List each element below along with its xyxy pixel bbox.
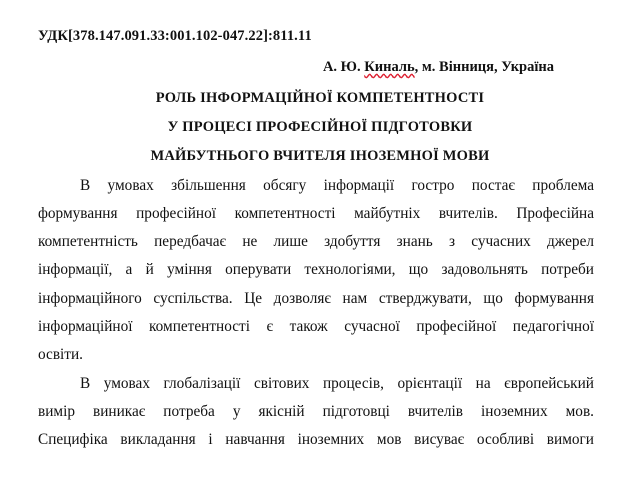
paragraph-line: компетентність передбачає не лише здобуття знань з сучасних джерел [38,233,594,250]
title-line-1: РОЛЬ ІНФОРМАЦІЙНОЇ КОМПЕТЕНТНОСТІ [155,90,485,106]
author-surname: Киналь [364,59,415,75]
author-initials: А. Ю. [322,59,365,75]
title-line-3: МАЙБУТНЬОГО ВЧИТЕЛЯ ІНОЗЕМНОЇ МОВИ [150,148,490,164]
udc-code: УДК[378.147.091.33:001.102-047.22]:811.11 [38,28,312,44]
paragraph-line: В умовах збільшення обсягу інформації гостро постає проблема [80,177,594,194]
paragraph-line: формування професійної компетентності майбутніх вчителів. Професійна [38,205,594,222]
author-line [323,59,554,76]
paragraph-line: інформації, а й уміння оперувати технологіями, що задовольнять потреби [38,261,594,278]
paragraph-line: інформаційної компетентності є також сучасної професійної педагогічної [38,318,594,335]
author-place: , м. Вінниця, Україна [414,59,554,75]
paragraph-line: В умовах глобалізації світових процесів, орієнтації на європейський [80,375,594,392]
title-line-2: У ПРОЦЕСІ ПРОФЕСІЙНОЇ ПІДГОТОВКИ [167,119,473,135]
paragraph-line: Специфіка викладання і навчання іноземних мов висуває особливі вимоги [38,431,594,448]
paragraph-line: освіти. [38,346,83,363]
paragraph-line: вимір виникає потреба у якісній підготовці вчителів іноземних мов. [38,403,594,420]
paragraph-line: інформаційного суспільства. Це дозволяє нам стверджувати, що формування [38,290,594,307]
